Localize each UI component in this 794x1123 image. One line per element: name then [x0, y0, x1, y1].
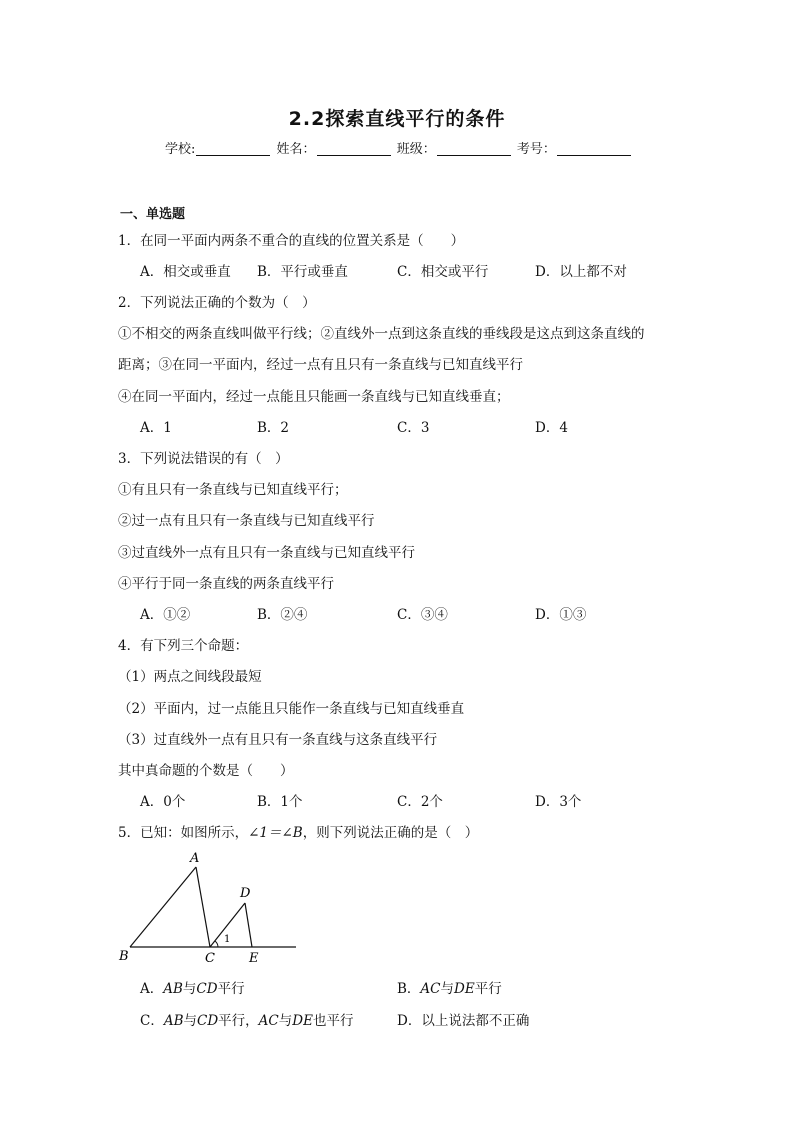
school-label: 学校: [165, 142, 196, 157]
number-label: 考号： [516, 142, 556, 157]
school-blank[interactable] [196, 141, 270, 156]
q2-statement-line2: 距离；③在同一平面内，经过一点有且只有一条直线与已知直线平行 [118, 357, 523, 373]
q5-option-c-seg2: CD [197, 1013, 219, 1029]
label-c: C [205, 951, 215, 966]
q1-option-a[interactable]: A．相交或垂直 [140, 264, 231, 280]
q5-option-c-suffix: 也平行 [312, 1013, 354, 1029]
name-blank[interactable] [317, 141, 391, 156]
q1-stem: 1．在同一平面内两条不重合的直线的位置关系是（ ） [118, 233, 465, 249]
q4-proposition-3: （3）过直线外一点有且只有一条直线与这条直线平行 [118, 732, 438, 748]
q5-option-a-seg1: AB [163, 981, 183, 997]
q2-option-a[interactable]: A．1 [140, 420, 172, 436]
q5-option-b-prefix: B． [397, 981, 421, 997]
q5-option-a-prefix: A． [140, 981, 164, 997]
q2-option-b[interactable]: B．2 [257, 420, 290, 436]
q3-statement-4: ④平行于同一条直线的两条直线平行 [118, 576, 334, 592]
q5-option-d[interactable]: D．以上说法都不正确 [397, 1013, 530, 1029]
q4-option-c[interactable]: C．2个 [397, 794, 443, 810]
q3-option-a[interactable]: A．①② [140, 607, 191, 623]
number-blank[interactable] [557, 141, 631, 156]
q3-stem: 3．下列说法错误的有（ ） [118, 451, 289, 467]
q5-option-c-seg1: AB [163, 1013, 184, 1029]
page-title: 2.2探索直线平行的条件 [288, 108, 506, 130]
label-a: A [190, 851, 200, 866]
class-label: 班级： [396, 142, 436, 157]
name-label: 姓名： [276, 142, 316, 157]
q5-option-b[interactable] [397, 977, 502, 997]
q5-option-a-suffix: 平行 [217, 981, 245, 997]
q4-option-d[interactable]: D．3个 [535, 794, 582, 810]
q5-option-c-seg3: AC [258, 1013, 279, 1029]
q1-option-c[interactable]: C．相交或平行 [397, 264, 489, 280]
q3-statement-2: ②过一点有且只有一条直线与已知直线平行 [118, 513, 375, 529]
q2-statement-line1: ①不相交的两条直线叫做平行线；②直线外一点到这条直线的垂线段是这点到这条直线的 [118, 326, 645, 342]
label-e: E [249, 951, 259, 966]
segment-ac [196, 867, 210, 947]
label-d: D [240, 886, 251, 901]
label-angle-1: 1 [224, 934, 231, 945]
q3-option-c[interactable]: C．③④ [397, 607, 448, 623]
class-blank[interactable] [437, 141, 511, 156]
q4-question: 其中真命题的个数是（ ） [118, 763, 294, 779]
q3-option-b[interactable]: B．②④ [257, 607, 308, 623]
q5-option-c-mid2: 平行， [218, 1013, 259, 1029]
q5-option-c-seg4: DE [292, 1013, 313, 1029]
section-title: 一、单选题 [120, 207, 186, 222]
q5-stem-suffix: ，则下列说法正确的是（ ） [302, 825, 479, 841]
q5-option-c-mid: 与 [183, 1013, 198, 1029]
q4-option-b[interactable]: B．1个 [257, 794, 303, 810]
q4-proposition-2: （2）平面内，过一点能且只能作一条直线与已知直线垂直 [118, 701, 465, 717]
segment-de [245, 903, 252, 947]
q5-option-b-seg2: DE [454, 981, 475, 997]
q5-geometry-figure [110, 845, 310, 970]
label-b: B [119, 949, 129, 964]
q2-option-c[interactable]: C．3 [397, 420, 430, 436]
q2-stem: 2．下列说法正确的个数为（ ） [118, 295, 316, 311]
q5-option-c-prefix: C． [140, 1013, 164, 1029]
q5-option-a-seg2: CD [196, 981, 218, 997]
student-info-line [165, 138, 633, 157]
q5-option-a-mid: 与 [182, 981, 197, 997]
q3-option-d[interactable]: D．①③ [535, 607, 587, 623]
q4-stem: 4．有下列三个命题： [118, 638, 249, 654]
q5-stem [118, 821, 478, 841]
q5-option-b-seg1: AC [420, 981, 441, 997]
angle-1-arc [215, 941, 218, 947]
q5-condition: ∠1＝∠B [248, 825, 303, 841]
q5-option-b-suffix: 平行 [474, 981, 502, 997]
q5-stem-prefix: 5．已知：如图所示， [118, 825, 249, 841]
q5-option-a[interactable] [140, 977, 245, 997]
q1-option-b[interactable]: B．平行或垂直 [257, 264, 348, 280]
q2-option-d[interactable]: D．4 [535, 420, 568, 436]
q3-statement-3: ③过直线外一点有且只有一条直线与已知直线平行 [118, 545, 415, 561]
q5-option-b-mid: 与 [440, 981, 455, 997]
q1-option-d[interactable]: D．以上都不对 [535, 264, 627, 280]
q5-option-c-mid3: 与 [278, 1013, 293, 1029]
segment-ba [130, 867, 196, 947]
q3-statement-1: ①有且只有一条直线与已知直线平行； [118, 482, 348, 498]
q4-proposition-1: （1）两点之间线段最短 [118, 669, 262, 685]
q2-statement-line3: ④在同一平面内，经过一点能且只能画一条直线与已知直线垂直； [118, 389, 510, 405]
q4-option-a[interactable]: A．0个 [140, 794, 186, 810]
q5-option-c[interactable] [140, 1009, 353, 1029]
